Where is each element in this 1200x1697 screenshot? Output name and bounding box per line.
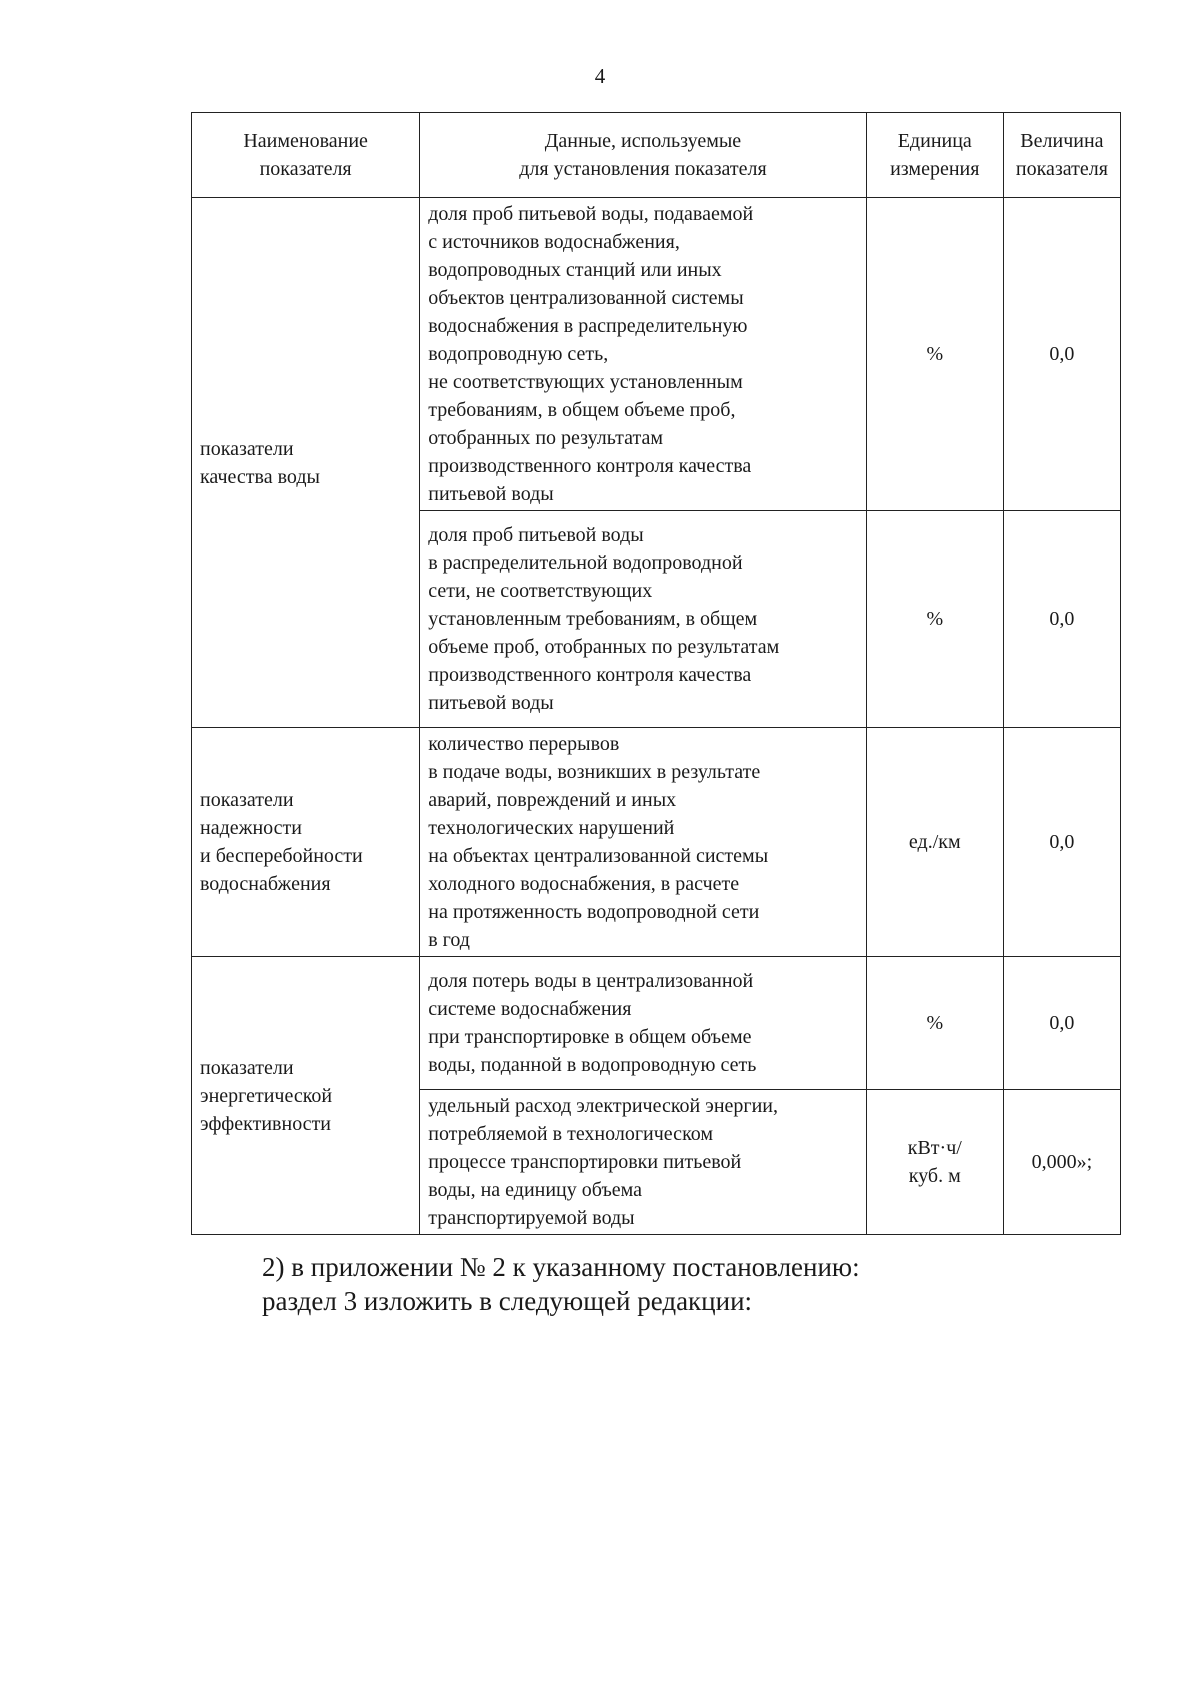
unit-line: % — [926, 608, 944, 630]
indicators-table — [191, 112, 1121, 1235]
header-line: показателя — [259, 158, 352, 180]
header-source-data — [420, 113, 866, 198]
group-name-line: показатели — [200, 437, 294, 460]
group-name-line: и бесперебойности — [200, 845, 363, 867]
table-row — [192, 728, 1121, 957]
data-line: потребляемой в технологическом — [428, 1123, 714, 1145]
header-value — [1003, 113, 1120, 198]
unit-line: куб. м — [908, 1165, 961, 1187]
table-row — [192, 957, 1121, 1090]
unit-cell — [866, 198, 1003, 511]
unit-cell — [866, 728, 1003, 957]
data-line: в распределительной водопроводной — [428, 552, 743, 574]
data-line: воды, поданной в водопроводную сеть — [428, 1054, 757, 1076]
data-line: удельный расход электрической энергии, — [428, 1095, 779, 1117]
data-line: аварий, повреждений и иных — [428, 789, 677, 811]
data-line: на протяженность водопроводной сети — [428, 901, 760, 923]
data-line: водопроводных станций или иных — [428, 259, 722, 281]
data-line: питьевой воды — [428, 692, 554, 714]
group-name-line: водоснабжения — [200, 873, 331, 895]
value-cell: 0,0 — [1003, 198, 1120, 511]
data-line: количество перерывов — [428, 733, 620, 755]
data-line: водопроводную сеть, — [428, 343, 609, 365]
page-number: 4 — [594, 64, 606, 88]
value-cell: 0,0 — [1003, 728, 1120, 957]
unit-line: % — [926, 343, 944, 365]
data-line: доля потерь воды в централизованной — [428, 970, 754, 992]
group-name-line: энергетической — [200, 1084, 333, 1107]
data-line: с источников водоснабжения, — [428, 231, 680, 253]
data-line: водоснабжения в распределительную — [428, 315, 748, 337]
data-cell — [420, 957, 866, 1090]
data-line: процессе транспортировки питьевой — [428, 1151, 742, 1173]
data-line: при транспортировке в общем объеме — [428, 1026, 752, 1048]
unit-cell — [866, 1090, 1003, 1235]
header-line: для установления показателя — [519, 158, 767, 180]
group-name-line: показатели — [200, 789, 294, 811]
data-cell — [420, 511, 866, 728]
data-line: технологических нарушений — [428, 817, 675, 839]
header-indicator-name — [192, 113, 420, 198]
data-line: отобранных по результатам — [428, 427, 663, 449]
value-cell: 0,000»; — [1003, 1090, 1120, 1235]
amendment-paragraph — [262, 1250, 860, 1318]
header-line: Величина — [1020, 130, 1104, 152]
data-cell — [420, 1090, 866, 1235]
header-unit — [866, 113, 1003, 198]
data-line: требованиям, в общем объеме проб, — [428, 399, 736, 421]
group-name-water-quality — [192, 198, 420, 728]
unit-cell — [866, 511, 1003, 728]
value-cell: 0,0 — [1003, 957, 1120, 1090]
data-line: объектов централизованной системы — [428, 287, 744, 309]
data-line: воды, на единицу объема — [428, 1179, 643, 1201]
data-line: установленным требованиям, в общем — [428, 608, 758, 630]
group-name-energy-efficiency — [192, 957, 420, 1235]
data-line: в год — [428, 929, 470, 951]
data-line: не соответствующих установленным — [428, 371, 743, 393]
header-line: Единица — [897, 130, 972, 152]
data-cell — [420, 198, 866, 511]
data-line: сети, не соответствующих — [428, 580, 653, 602]
value-cell: 0,0 — [1003, 511, 1120, 728]
data-line: в подаче воды, возникших в результате — [428, 761, 761, 783]
amendment-line: 2) в приложении № 2 к указанному постановлению: — [262, 1252, 860, 1282]
data-line: системе водоснабжения — [428, 998, 632, 1020]
header-line: Данные, используемые — [544, 130, 742, 152]
group-name-line: эффективности — [200, 1112, 332, 1135]
amendment-line: раздел 3 изложить в следующей редакции: — [262, 1286, 753, 1316]
data-cell — [420, 728, 866, 957]
data-line: холодного водоснабжения, в расчете — [428, 873, 740, 895]
unit-line: % — [926, 1012, 944, 1034]
unit-cell — [866, 957, 1003, 1090]
data-line: объеме проб, отобранных по результатам — [428, 636, 780, 658]
group-name-line: надежности — [200, 817, 302, 839]
header-line: Наименование — [243, 130, 368, 152]
data-line: на объектах централизованной системы — [428, 845, 769, 867]
group-name-line: показатели — [200, 1056, 294, 1079]
table-header-row — [192, 113, 1121, 198]
group-name-reliability — [192, 728, 420, 957]
group-name-line: качества воды — [200, 465, 320, 488]
data-line: производственного контроля качества — [428, 664, 752, 686]
data-line: производственного контроля качества — [428, 455, 752, 477]
data-line: доля проб питьевой воды, подаваемой — [428, 203, 754, 225]
header-line: измерения — [890, 158, 980, 180]
data-line: доля проб питьевой воды — [428, 524, 644, 546]
table-row — [192, 198, 1121, 511]
unit-line: ед./км — [908, 831, 961, 853]
data-line: транспортируемой воды — [428, 1207, 635, 1229]
data-line: питьевой воды — [428, 483, 554, 505]
header-line: показателя — [1015, 158, 1108, 180]
unit-line: кВт·ч/ — [907, 1137, 962, 1159]
